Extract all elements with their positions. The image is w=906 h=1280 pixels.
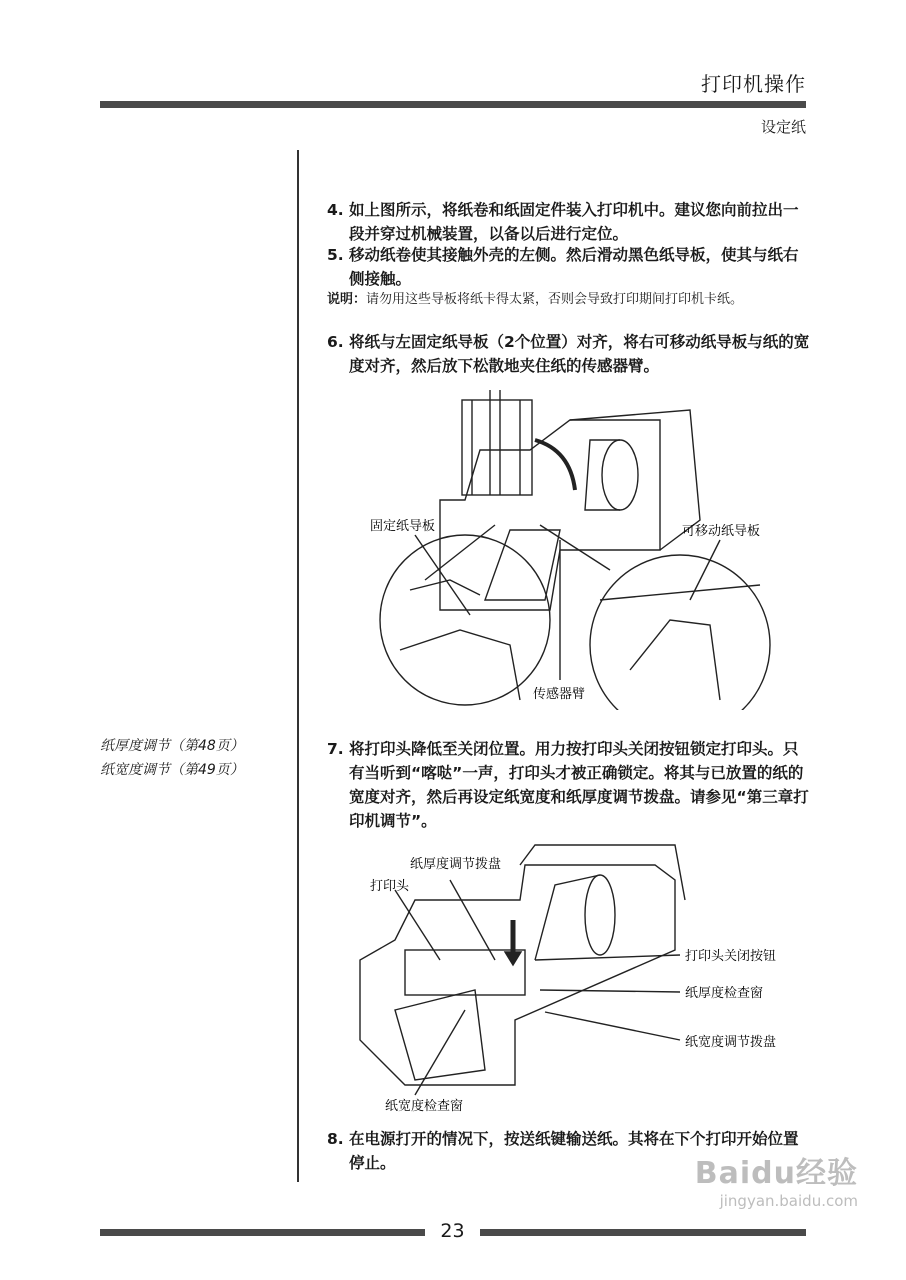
header-rule [100,101,806,108]
label-width-window: 纸宽度检查窗 [385,1099,464,1114]
step-text: 将纸与左固定纸导板（2个位置）对齐，将右可移动纸导板与纸的宽度对齐，然后放下松散地夹住纸的传感器臂。 [349,333,810,375]
label-print-head: 打印头 [370,879,410,894]
column-divider [297,150,299,1182]
step-7 [327,737,812,833]
label-thickness-window: 纸厚度检查窗 [685,986,764,1001]
step-text: 移动纸卷使其接触外壳的左侧。然后滑动黑色纸导板，使其与纸右侧接触。 [349,246,799,288]
page-number: 23 [440,1220,465,1242]
sidebar-ref-width[interactable]: 纸宽度调节（第49页） [100,762,244,778]
printer-paper-guide-figure [370,380,810,710]
label-thickness-dial: 纸厚度调节拨盘 [410,857,502,872]
step-text: 如上图所示，将纸卷和纸固定件装入打印机中。建议您向前拉出一段并穿过机械装置，以备以后进行定位。 [349,201,799,243]
sidebar-ref-thickness[interactable]: 纸厚度调节（第48页） [100,738,244,754]
step-text: 将打印头降低至关闭位置。用力按打印头关闭按钮锁定打印头。只有当听到“喀哒”一声，打印头才被正确锁定。将其与已放置的纸的宽度对齐，然后再设定纸宽度和纸厚度调节拨盘。请参见“第三章打印机调节”。 [349,740,809,830]
watermark-url: jingyan.baidu.com [719,1192,858,1210]
step-number: 7. [327,740,344,758]
watermark [695,1148,858,1210]
label-sensor-arm: 传感器臂 [533,687,586,702]
footer-rule-left [100,1229,425,1236]
step-number: 8. [327,1130,344,1148]
step-6 [327,330,812,378]
sidebar-references [100,734,244,782]
step-5 [327,243,812,291]
note [327,290,807,310]
label-head-close-button: 打印头关闭按钮 [685,949,777,964]
step-number: 4. [327,201,344,219]
step-text: 在电源打开的情况下，按送纸键输送纸。其将在下个打印开始位置停止。 [349,1130,799,1172]
section-subtitle: 设定纸 [760,118,806,136]
step-4 [327,198,812,246]
note-label: 说明： [327,292,367,307]
printer-head-figure [355,840,805,1120]
footer-rule-right [480,1229,806,1236]
chapter-title: 打印机操作 [701,72,806,96]
watermark-logo: Baidu经验 [694,1156,858,1191]
step-number: 6. [327,333,344,351]
label-width-dial: 纸宽度调节拨盘 [685,1035,777,1050]
step-number: 5. [327,246,344,264]
label-movable-guide: 可移动纸导板 [682,524,761,539]
note-text: 请勿用这些导板将纸卡得太紧，否则会导致打印期间打印机卡纸。 [366,292,744,307]
label-fixed-guide: 固定纸导板 [370,519,436,534]
